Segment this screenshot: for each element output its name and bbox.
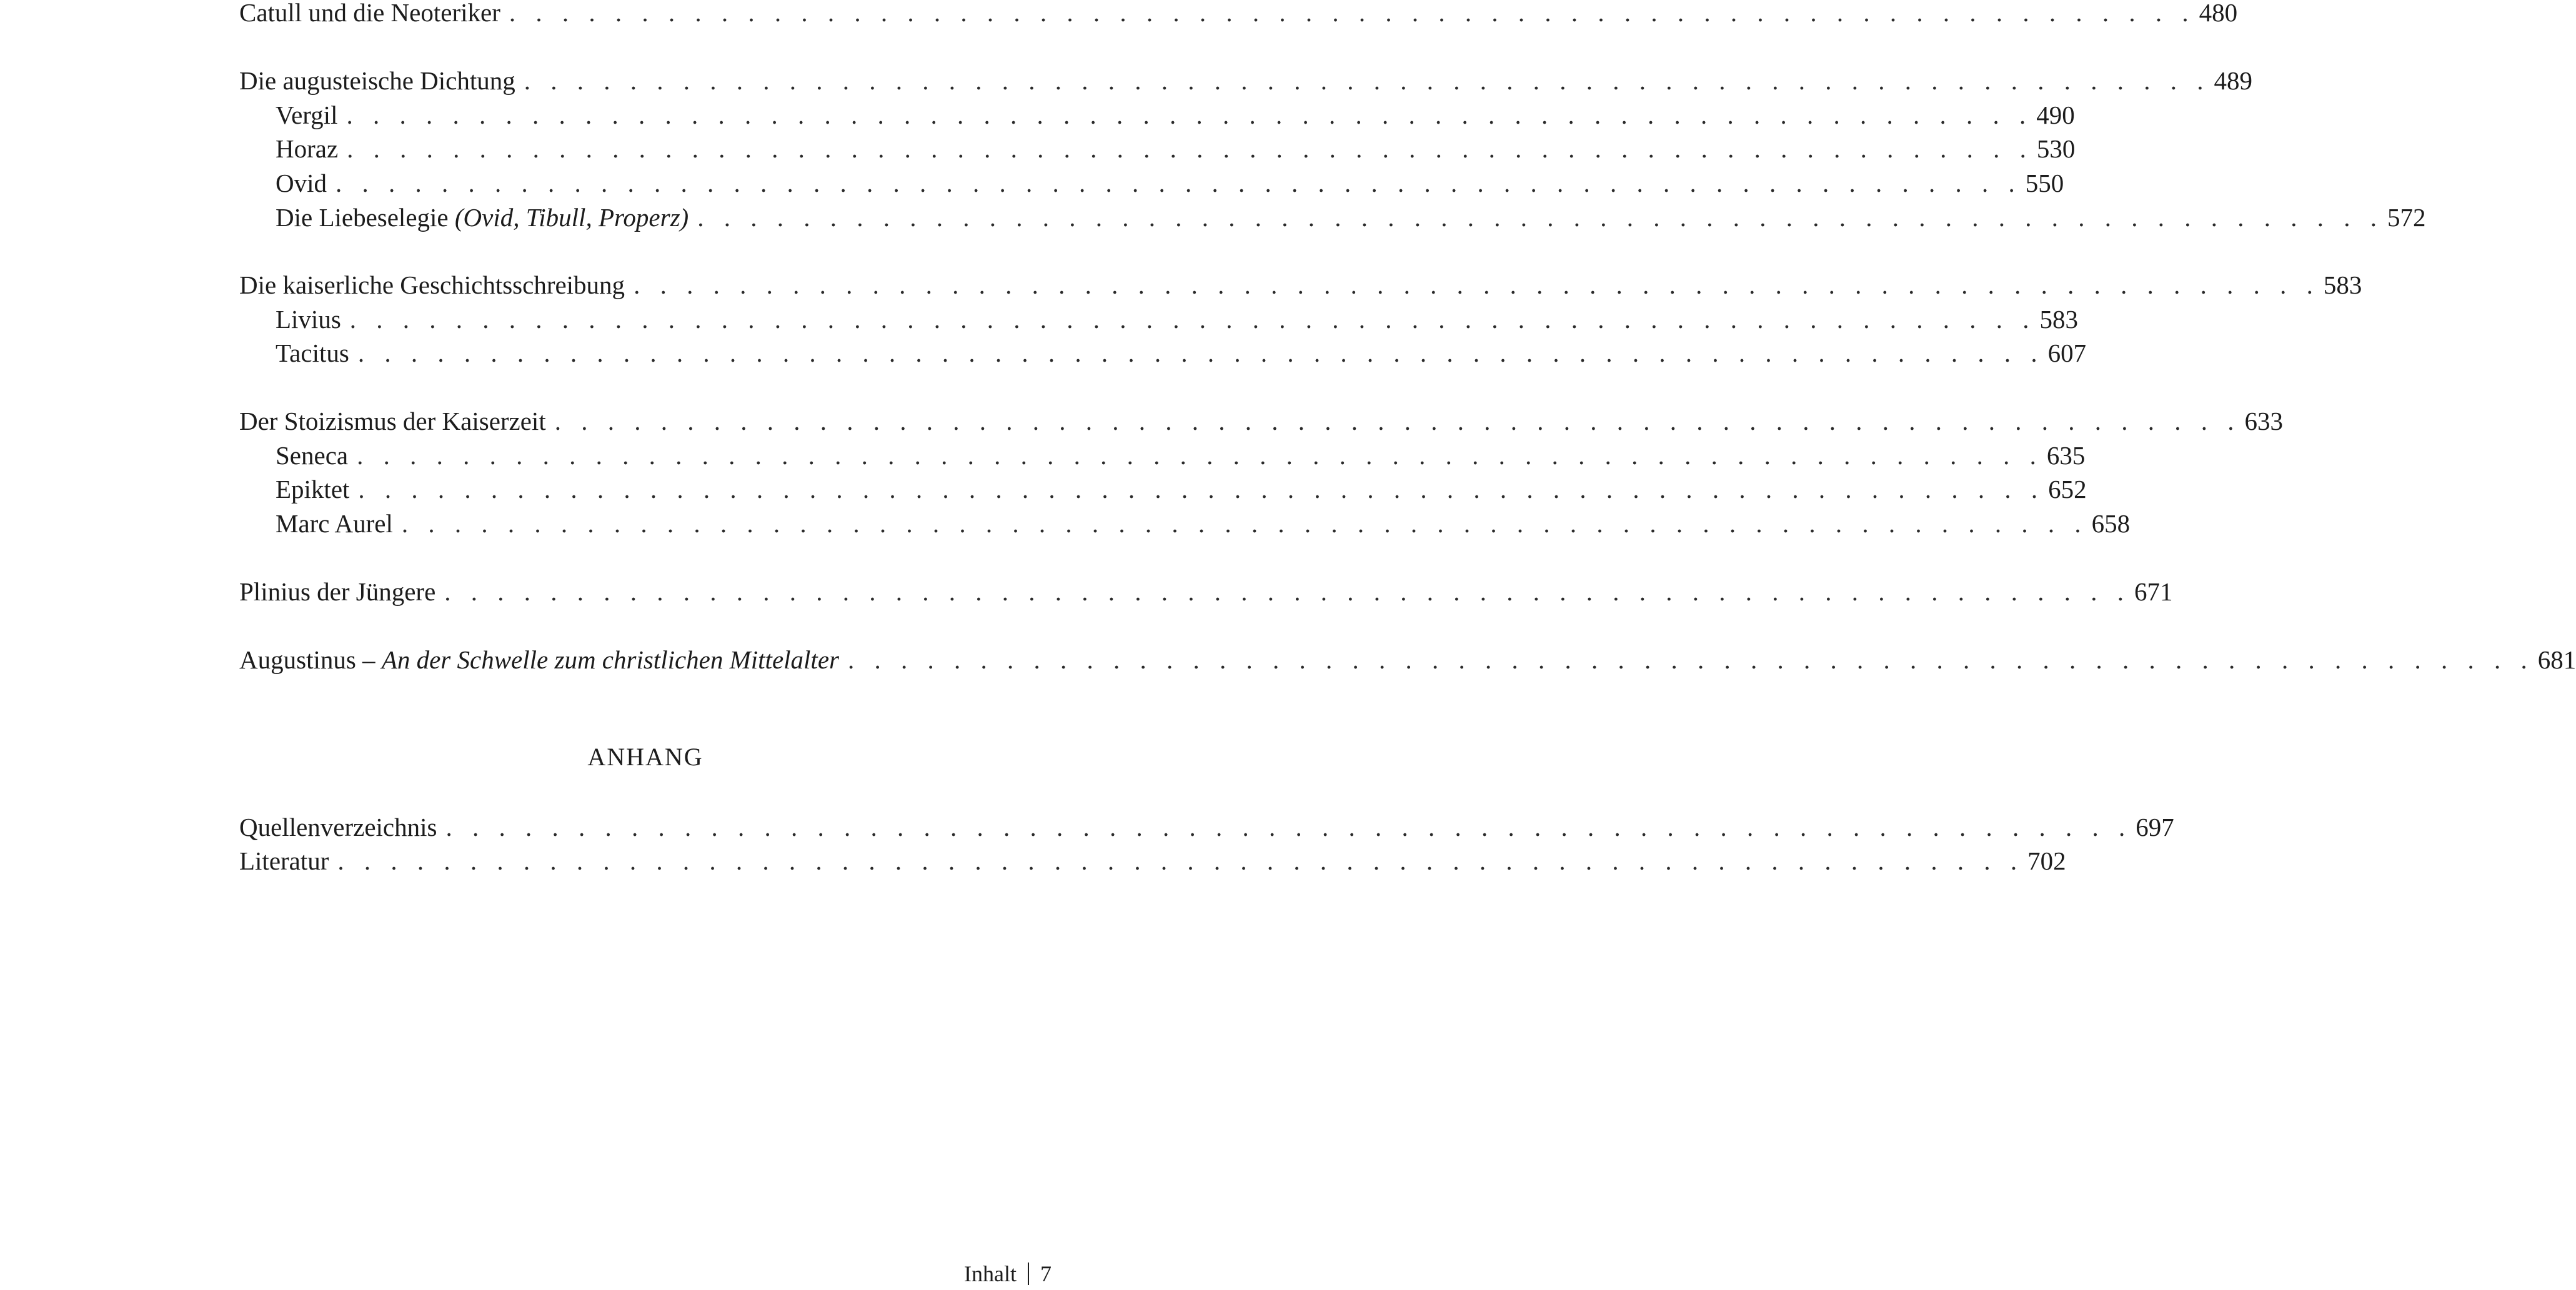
toc-entry-title [276,201,697,234]
toc-entry-page: 607 [2047,339,2087,367]
toc-entry-title: Der Stoizismus der Kaiserzeit [239,407,546,435]
toc-entry-page: 480 [2199,0,2238,27]
toc-entry-title: Die kaiserliche Geschichtsschreibung [239,270,625,299]
toc-leader-dots: . . . . . . . . . . . . . . . . . . . . . . . . . . . . . . . . . . . . . . . . . . . . . . . . . . . . . . . . . . . . . . . . [349,305,2036,334]
toc-entry-horaz[interactable] [276,132,2076,166]
toc-leader-dots: . . . . . . . . . . . . . . . . . . . . . . . . . . . . . . . . . . . . . . . . . . . . . . . . . . . . . . . . . . . . . . . . [337,846,2024,875]
toc-entry-stoizismus[interactable] [239,404,2283,438]
toc-leader-dots: . . . . . . . . . . . . . . . . . . . . . . . . . . . . . . . . . . . . . . . . . . . . . . . . . . . . . . . . . . . . . . . . [357,339,2044,367]
footer-section-label: Inhalt [964,1261,1017,1286]
toc-entry-title-text: Die Liebeselegie [276,203,455,232]
appendix-heading: ANHANG [587,743,704,771]
toc-entry-page: 583 [2323,270,2362,299]
toc-entry-page: 652 [2048,475,2087,504]
toc-entry-title: Seneca [276,441,349,470]
toc-entry-page: 550 [2025,169,2064,197]
toc-leader-dots: . . . . . . . . . . . . . . . . . . . . . . . . . . . . . . . . . . . . . . . . . . . . . . . . . . . . . . . . . . . . . . . . [697,203,2384,232]
toc-entry-plinius[interactable] [239,575,2173,608]
toc-entry-title: Epiktet [276,475,350,504]
toc-entry-quellenverzeichnis[interactable] [239,810,2174,844]
toc-entry-page: 658 [2091,509,2131,538]
toc-entry-marc-aurel[interactable] [276,507,2131,540]
toc-entry-page: 490 [2036,101,2075,129]
toc-entry-epiktet[interactable] [276,472,2087,506]
toc-leader-dots: . . . . . . . . . . . . . . . . . . . . . . . . . . . . . . . . . . . . . . . . . . . . . . . . . . . . . . . . . . . . . . . . [401,509,2088,538]
toc-entry-title: Die augusteische Dichtung [239,66,515,95]
toc-entry-page: 681 [2537,645,2576,674]
toc-entry-title: Ovid [276,169,327,197]
toc-entry-title: Livius [276,305,341,334]
page-footer [964,1260,1052,1288]
toc-leader-dots: . . . . . . . . . . . . . . . . . . . . . . . . . . . . . . . . . . . . . . . . . . . . . . . . . . . . . . . . . . . . . . . . [347,134,2033,163]
footer-page-number: 7 [1040,1261,1052,1286]
toc-entry-title: Horaz [276,134,339,163]
toc-leader-dots: . . . . . . . . . . . . . . . . . . . . . . . . . . . . . . . . . . . . . . . . . . . . . . . . . . . . . . . . . . . . . . . . [634,270,2320,299]
toc-entry-tacitus[interactable] [276,336,2087,370]
toc-entry-page: 671 [2134,577,2173,606]
footer-divider [1028,1263,1029,1285]
toc-entry-page: 530 [2036,134,2076,163]
toc-leader-dots: . . . . . . . . . . . . . . . . . . . . . . . . . . . . . . . . . . . . . . . . . . . . . . . . . . . . . . . . . . . . . . . . [445,813,2132,841]
toc-entry-liebeselegie[interactable] [276,201,2426,234]
toc-entry-geschichtsschreibung[interactable] [239,268,2362,302]
toc-entry-title-italic: (Ovid, Tibull, Properz) [454,203,689,232]
toc-entry-catull[interactable] [239,0,2238,29]
toc-entry-page: 702 [2027,846,2066,875]
toc-entry-livius[interactable] [276,302,2079,336]
toc-entry-vergil[interactable] [276,98,2075,132]
toc-leader-dots: . . . . . . . . . . . . . . . . . . . . . . . . . . . . . . . . . . . . . . . . . . . . . . . . . . . . . . . . . . . . . . . . [554,407,2241,435]
toc-leader-dots: . . . . . . . . . . . . . . . . . . . . . . . . . . . . . . . . . . . . . . . . . . . . . . . . . . . . . . . . . . . . . . . . [524,66,2210,95]
toc-entry-augusteische-dichtung[interactable] [239,64,2253,97]
toc-entry-seneca[interactable] [276,439,2086,472]
toc-leader-dots: . . . . . . . . . . . . . . . . . . . . . . . . . . . . . . . . . . . . . . . . . . . . . . . . . . . . . . . . . . . . . . . . [346,101,2033,129]
toc-entry-title: Plinius der Jüngere [239,577,436,606]
toc-entry-title: Marc Aurel [276,509,393,538]
toc-leader-dots: . . . . . . . . . . . . . . . . . . . . . . . . . . . . . . . . . . . . . . . . . . . . . . . . . . . . . . . . . . . . . . . . [509,0,2196,27]
toc-entry-title-text: Augustinus – [239,645,382,674]
toc-leader-dots: . . . . . . . . . . . . . . . . . . . . . . . . . . . . . . . . . . . . . . . . . . . . . . . . . . . . . . . . . . . . . . . . [336,169,2022,197]
toc-entry-page: 572 [2387,203,2426,232]
toc-entry-title: Literatur [239,846,329,875]
toc-entry-title: Vergil [276,101,338,129]
toc-entry-page: 635 [2046,441,2086,470]
toc-entry-page: 633 [2244,407,2283,435]
toc-leader-dots: . . . . . . . . . . . . . . . . . . . . . . . . . . . . . . . . . . . . . . . . . . . . . . . . . . . . . . . . . . . . . . . . [847,645,2534,674]
toc-entry-title: Catull und die Neoteriker [239,0,500,27]
toc-entry-title [239,643,848,677]
toc-entry-augustinus[interactable] [239,643,2576,677]
toc-entry-title: Quellenverzeichnis [239,813,437,841]
toc-leader-dots: . . . . . . . . . . . . . . . . . . . . . . . . . . . . . . . . . . . . . . . . . . . . . . . . . . . . . . . . . . . . . . . . [358,475,2045,504]
toc-leader-dots: . . . . . . . . . . . . . . . . . . . . . . . . . . . . . . . . . . . . . . . . . . . . . . . . . . . . . . . . . . . . . . . . [357,441,2043,470]
toc-entry-title-italic: An der Schwelle zum christlichen Mittelalter [381,645,839,674]
toc-entry-page: 697 [2136,813,2174,841]
toc-leader-dots: . . . . . . . . . . . . . . . . . . . . . . . . . . . . . . . . . . . . . . . . . . . . . . . . . . . . . . . . . . . . . . . . [444,577,2131,606]
toc-entry-literatur[interactable] [239,844,2066,878]
toc-entry-page: 583 [2039,305,2079,334]
toc-entry-page: 489 [2214,66,2253,95]
toc-entry-ovid[interactable] [276,166,2064,200]
toc-entry-title: Tacitus [276,339,349,367]
